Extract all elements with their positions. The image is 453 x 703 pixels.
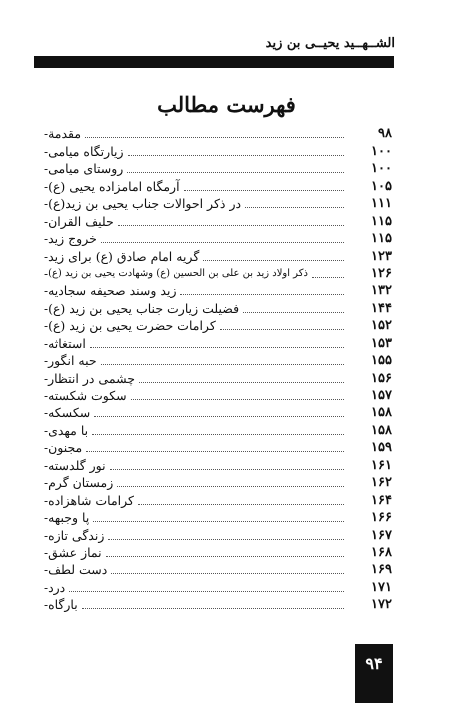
toc-entry-page: ۱۵۷ xyxy=(371,388,392,403)
toc-entry-label: فضیلت زیارت جناب یحیی بن زید (ع) xyxy=(48,300,240,316)
toc-entry-dash: - xyxy=(44,580,49,595)
toc-entry-label: نور گلدسته xyxy=(48,457,106,473)
toc-entry-page: ۱۲۳ xyxy=(371,248,392,264)
toc-entry xyxy=(40,281,392,298)
toc-entry-dash: - xyxy=(44,301,49,316)
table-of-contents xyxy=(40,124,392,612)
toc-entry-label: با مهدی xyxy=(48,422,89,438)
toc-entry-label: حلیف القران xyxy=(48,213,114,229)
toc-entry xyxy=(40,351,392,368)
toc-dot-leader xyxy=(108,539,344,540)
toc-dot-leader xyxy=(245,207,344,208)
toc-entry-dash: - xyxy=(44,493,49,508)
toc-entry-page: ۱۵۲ xyxy=(371,318,392,334)
toc-dot-leader xyxy=(69,591,344,592)
toc-entry-label: ذکر اولاد زید بن علی بن الحسین (ع) وشهادت یحیی بن زید (ع) xyxy=(48,267,308,279)
toc-entry xyxy=(40,141,392,158)
toc-dot-leader xyxy=(180,294,344,295)
toc-entry-dash: - xyxy=(44,598,49,613)
toc-entry-label: زندگی تازه xyxy=(48,527,105,543)
toc-dot-leader xyxy=(101,364,344,365)
toc-dot-leader xyxy=(220,329,344,330)
toc-entry-page: ۱۶۴ xyxy=(371,492,392,508)
toc-entry xyxy=(40,194,392,211)
toc-dot-leader xyxy=(86,451,344,452)
running-head: الشــهــيد يحيــى بن زيد xyxy=(265,36,395,51)
toc-dot-leader xyxy=(94,416,344,417)
toc-entry-dash: - xyxy=(44,179,49,194)
toc-entry xyxy=(40,333,392,350)
toc-entry-dash: - xyxy=(44,389,49,403)
toc-entry-dash: - xyxy=(44,423,49,438)
toc-entry xyxy=(40,298,392,315)
toc-entry xyxy=(40,159,392,176)
toc-entry-dash: - xyxy=(44,319,49,334)
toc-dot-leader xyxy=(138,504,344,505)
toc-entry-page: ۹۸ xyxy=(378,126,392,142)
toc-entry xyxy=(40,124,392,141)
toc-entry-dash: - xyxy=(44,214,49,229)
toc-entry-label: زمستان گرم xyxy=(48,475,114,491)
toc-dot-leader xyxy=(131,399,344,400)
toc-entry-page: ۱۴۴ xyxy=(371,300,392,316)
toc-entry-label: کرامات حضرت یحیی بن زید (ع) xyxy=(48,318,216,334)
toc-entry-page: ۱۱۱ xyxy=(371,196,392,212)
toc-entry-dash: - xyxy=(44,336,49,351)
toc-dot-leader xyxy=(184,190,344,191)
toc-dot-leader xyxy=(139,382,344,383)
toc-entry-page: ۱۲۶ xyxy=(371,265,392,281)
toc-dot-leader xyxy=(110,469,344,470)
toc-entry-dash: - xyxy=(44,476,49,491)
toc-entry-dash: - xyxy=(44,127,49,142)
toc-entry-label: زیارتگاه میامی xyxy=(48,143,124,159)
toc-entry xyxy=(40,560,392,577)
toc-entry-page: ۱۵۶ xyxy=(371,370,392,386)
toc-entry-page: ۱۵۵ xyxy=(371,353,392,369)
toc-entry-dash: - xyxy=(44,284,49,299)
toc-entry-dash: - xyxy=(44,563,49,578)
toc-entry-label: چشمی در انتظار xyxy=(48,370,135,386)
toc-entry-dash: - xyxy=(44,406,49,421)
toc-entry xyxy=(40,403,392,420)
toc-entry-page: ۱۵۹ xyxy=(371,440,392,456)
toc-dot-leader xyxy=(85,137,344,138)
toc-dot-leader xyxy=(111,573,344,574)
header-rule-bar xyxy=(34,56,394,68)
toc-dot-leader xyxy=(118,225,344,226)
toc-entry xyxy=(40,508,392,525)
toc-entry-dash: - xyxy=(44,511,49,526)
toc-entry-page: ۱۶۶ xyxy=(371,510,392,526)
toc-entry-page: ۱۰۰ xyxy=(371,161,392,177)
toc-entry-dash: - xyxy=(44,441,49,456)
toc-entry xyxy=(40,473,392,490)
toc-entry xyxy=(40,386,392,403)
toc-entry-page: ۱۰۵ xyxy=(371,178,392,194)
toc-entry-page: ۱۷۱ xyxy=(371,579,392,595)
toc-entry-dash: - xyxy=(44,528,49,543)
page-title: فهرست مطالب xyxy=(157,92,296,117)
toc-entry-label: سکوت شکسته xyxy=(48,388,127,403)
toc-entry-label: روستای میامی xyxy=(48,161,124,177)
toc-dot-leader xyxy=(92,434,344,435)
toc-entry-label: درد xyxy=(48,579,66,595)
toc-entry-dash: - xyxy=(44,545,49,560)
toc-entry-label: پا وجبهه xyxy=(48,510,90,526)
toc-dot-leader xyxy=(106,556,344,557)
toc-entry-dash: - xyxy=(44,197,49,212)
toc-entry-label: بارگاه xyxy=(48,597,78,613)
toc-entry xyxy=(40,595,392,612)
toc-entry-page: ۱۶۹ xyxy=(371,562,392,578)
toc-entry xyxy=(40,316,392,333)
toc-entry-label: دست لطف xyxy=(48,562,108,578)
toc-entry xyxy=(40,438,392,455)
toc-dot-leader xyxy=(101,242,344,243)
toc-entry-label: مقدمة xyxy=(48,126,82,142)
toc-entry-page: ۱۳۲ xyxy=(371,283,392,299)
toc-entry-label: زید وسند صحیفه سجادیه xyxy=(48,283,177,299)
toc-entry-dash: - xyxy=(44,371,49,386)
toc-entry-label: مجنون xyxy=(48,440,83,456)
toc-dot-leader xyxy=(203,260,344,261)
toc-entry-dash: - xyxy=(44,266,49,281)
toc-entry-label: استغاثه xyxy=(48,335,86,351)
toc-entry-label: کرامات شاهزاده xyxy=(48,492,134,508)
toc-entry xyxy=(40,543,392,560)
toc-entry-label: آرمگاه امامزاده یحیی (ع) xyxy=(48,178,180,194)
toc-entry-page: ۱۷۲ xyxy=(371,597,392,613)
toc-entry-page: ۱۶۸ xyxy=(371,544,392,560)
toc-entry-dash: - xyxy=(44,354,49,369)
toc-dot-leader xyxy=(117,486,344,487)
toc-entry xyxy=(40,264,392,281)
toc-entry-label: گریه امام صادق (ع) برای زید xyxy=(48,248,200,264)
toc-dot-leader xyxy=(312,277,344,278)
toc-entry xyxy=(40,455,392,472)
page-number-box xyxy=(355,644,393,703)
toc-entry-page: ۱۵۸ xyxy=(371,405,392,421)
toc-dot-leader xyxy=(128,155,344,156)
toc-dot-leader xyxy=(93,521,344,522)
toc-entry-label: نماز عشق xyxy=(48,544,102,560)
toc-entry-dash: - xyxy=(44,249,49,264)
toc-entry-page: ۱۶۱ xyxy=(371,457,392,473)
toc-entry-label: حبه انگور xyxy=(48,353,97,369)
toc-entry-dash: - xyxy=(44,144,49,159)
toc-entry-page: ۱۵۳ xyxy=(371,335,392,351)
toc-entry-label: سکسکه xyxy=(48,405,91,421)
toc-entry-page: ۱۶۷ xyxy=(371,527,392,543)
toc-entry-dash: - xyxy=(44,458,49,473)
toc-dot-leader xyxy=(90,347,344,348)
toc-entry-page: ۱۱۵ xyxy=(371,213,392,229)
toc-dot-leader xyxy=(127,172,344,173)
toc-dot-leader xyxy=(82,608,344,609)
toc-dot-leader xyxy=(243,312,344,313)
toc-entry-label: در ذکر احوالات جناب یحیی بن زید(ع) xyxy=(48,196,242,212)
toc-entry xyxy=(40,525,392,542)
toc-entry xyxy=(40,577,392,594)
toc-entry-page: ۱۶۲ xyxy=(371,475,392,491)
toc-entry-page: ۱۰۰ xyxy=(371,143,392,159)
toc-entry xyxy=(40,229,392,246)
page-number: ۹۴ xyxy=(365,654,383,673)
toc-entry xyxy=(40,490,392,507)
toc-entry xyxy=(40,420,392,437)
toc-entry-label: خروج زید xyxy=(48,231,97,247)
toc-entry xyxy=(40,246,392,263)
toc-entry-page: ۱۱۵ xyxy=(371,231,392,247)
toc-entry xyxy=(40,368,392,385)
toc-entry-dash: - xyxy=(44,162,49,177)
toc-entry xyxy=(40,176,392,193)
toc-entry-page: ۱۵۸ xyxy=(371,422,392,438)
toc-entry xyxy=(40,211,392,228)
toc-entry-dash: - xyxy=(44,232,49,247)
